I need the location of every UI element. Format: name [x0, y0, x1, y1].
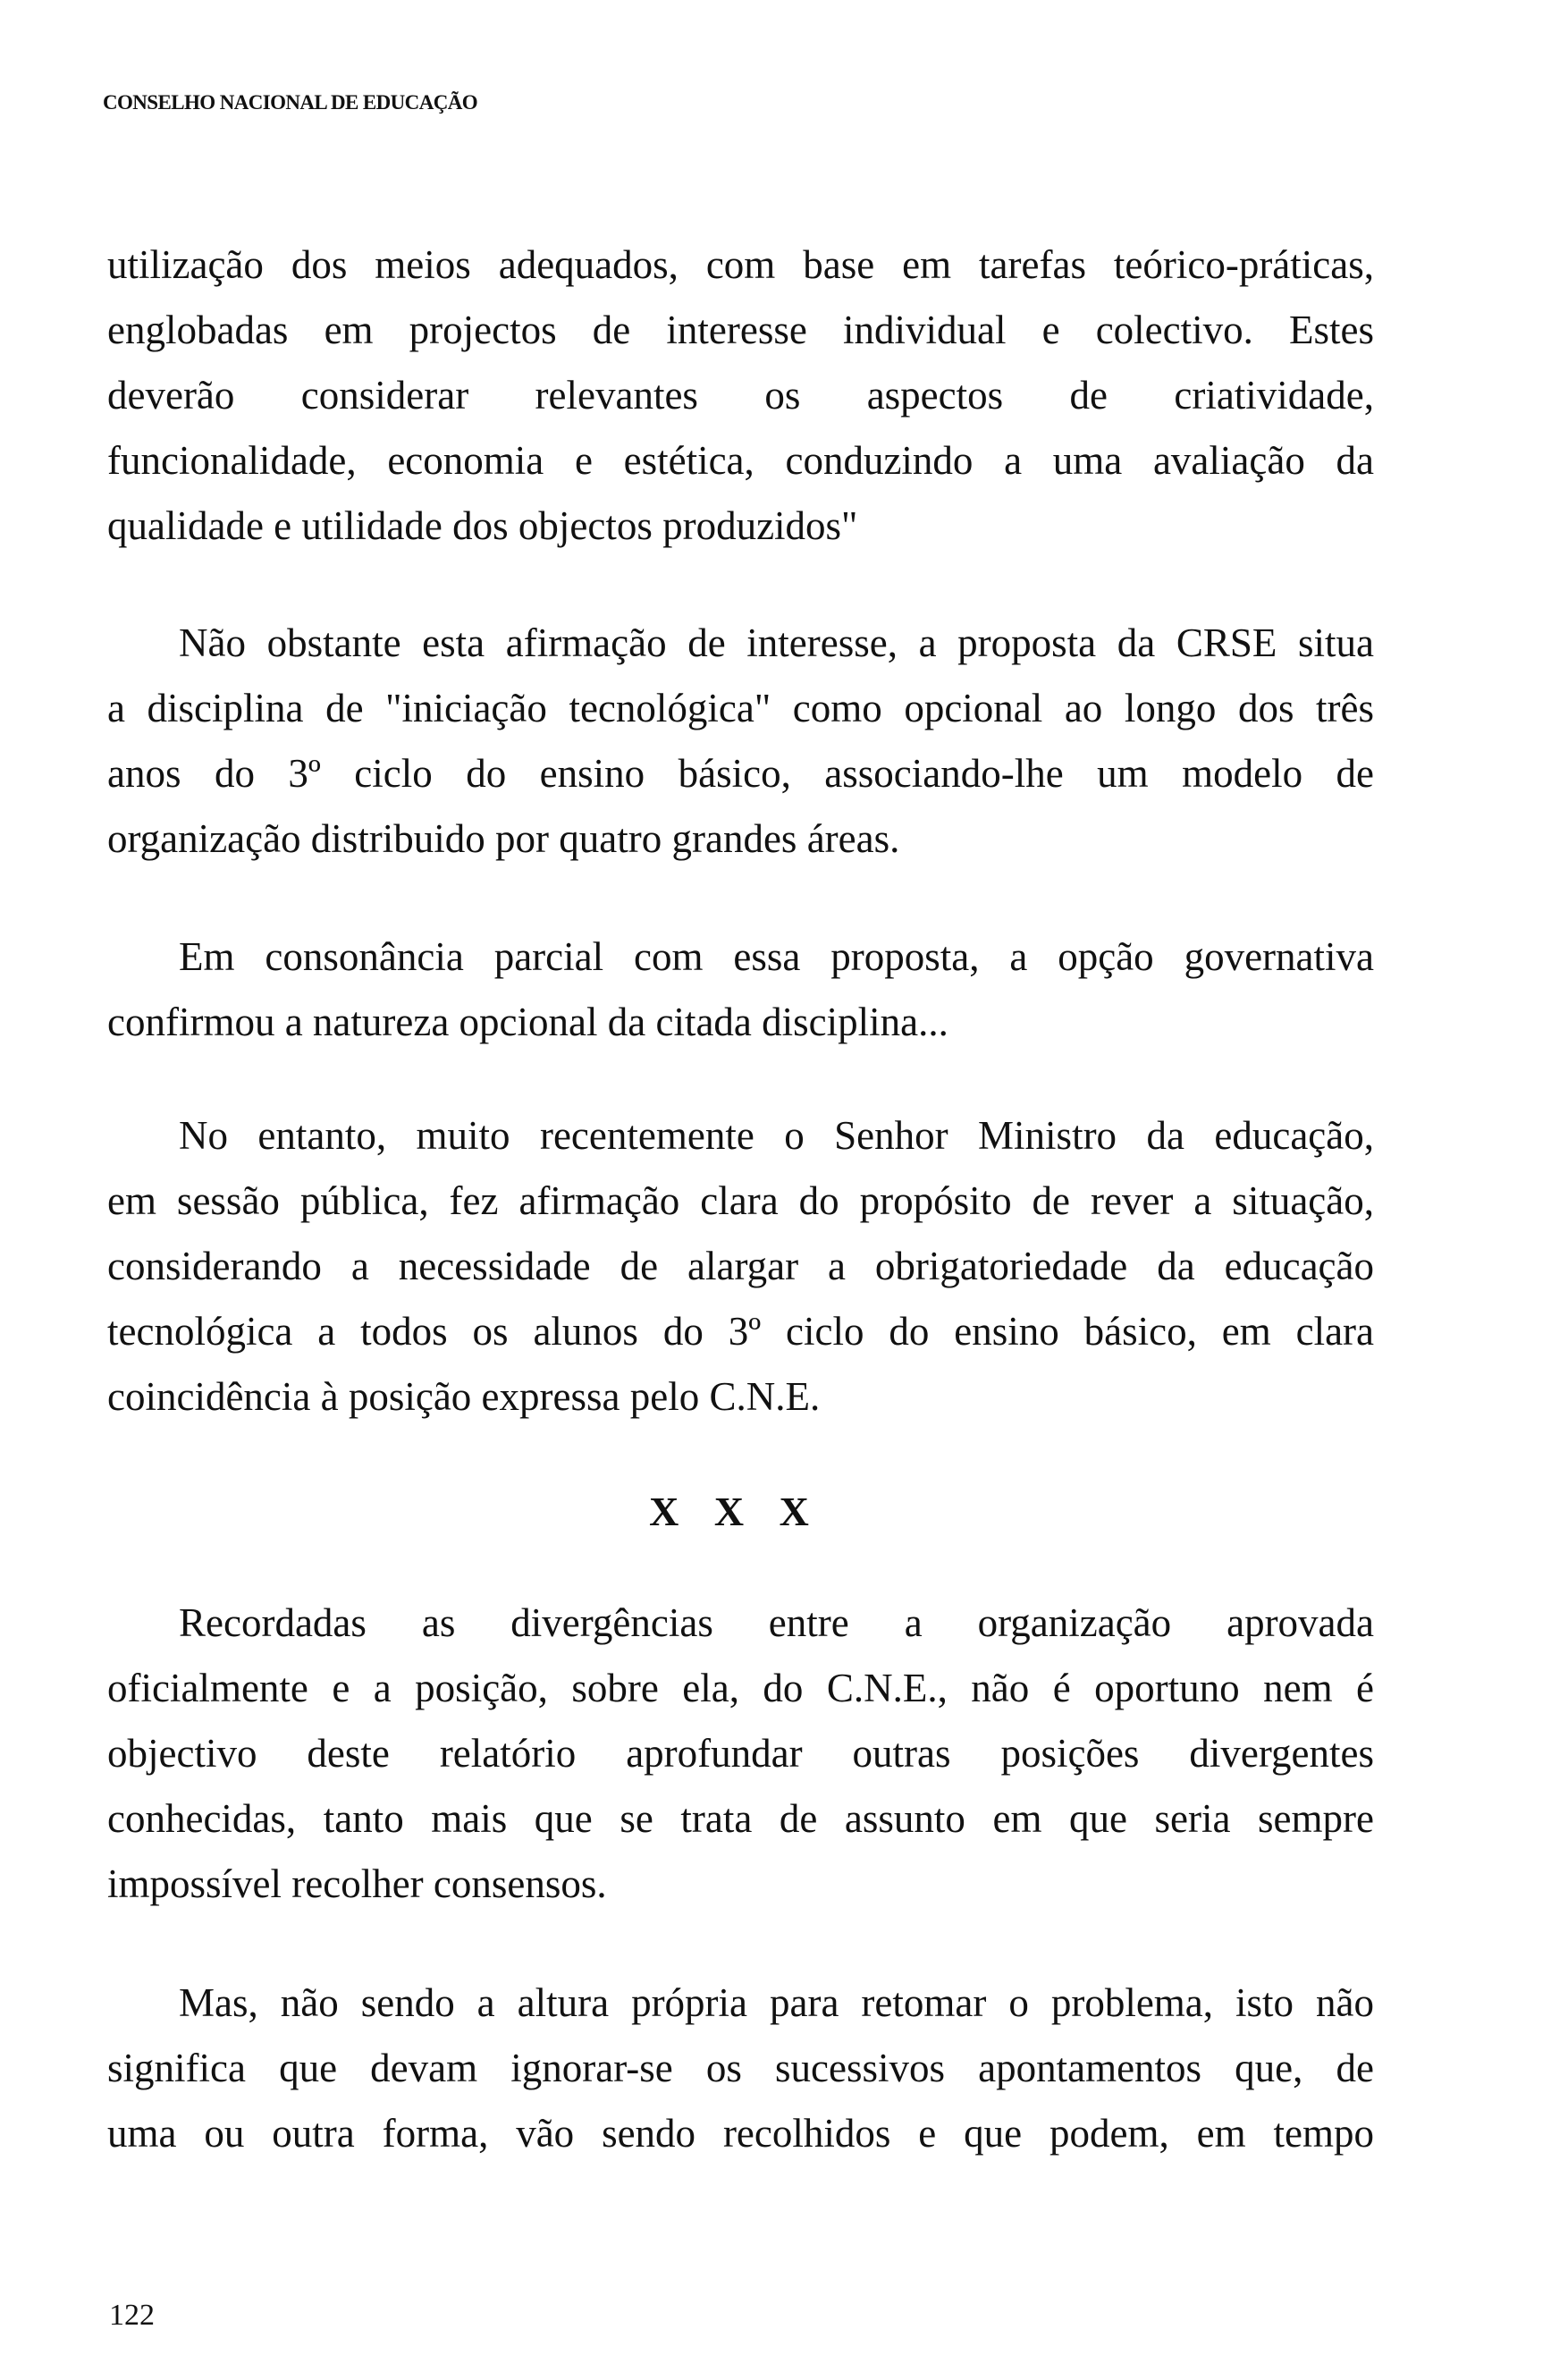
paragraph-2 — [107, 611, 1374, 872]
text-line: significa que devam ignorar-se os sucessivos apontamentos que, de — [107, 2046, 1374, 2090]
text-line: Não obstante esta afirmação de interesse, a proposta da CRSE situa — [179, 620, 1374, 665]
text-line: uma ou outra forma, vão sendo recolhidos e que podem, em tempo — [107, 2111, 1374, 2156]
text-line: coincidência à posição expressa pelo C.N.E. — [107, 1374, 821, 1419]
text-line: englobadas em projectos de interesse individual e colectivo. Estes — [107, 308, 1374, 352]
text-line: tecnológica a todos os alunos do 3º ciclo do ensino básico, em clara — [107, 1309, 1374, 1354]
text-line: impossível recolher consensos. — [107, 1861, 607, 1906]
text-line: conhecidas, tanto mais que se trata de assunto em que seria sempre — [107, 1796, 1374, 1841]
text-line: Mas, não sendo a altura própria para retomar o problema, isto não — [179, 1980, 1374, 2025]
text-line: Recordadas as divergências entre a organização aprovada — [179, 1600, 1374, 1645]
running-header: CONSELHO NACIONAL DE EDUCAÇÃO — [103, 91, 478, 114]
paragraph-6 — [107, 1971, 1374, 2166]
section-break — [0, 1479, 1551, 1544]
text-line: deverão considerar relevantes os aspectos de criatividade, — [107, 373, 1374, 418]
page-number: 122 — [109, 2299, 155, 2332]
text-line: em sessão pública, fez afirmação clara do propósito de rever a situação, — [107, 1178, 1374, 1223]
text-line: confirmou a natureza opcional da citada disciplina... — [107, 1000, 948, 1044]
text-line: qualidade e utilidade dos objectos produzidos" — [107, 503, 858, 548]
paragraph-3 — [107, 924, 1374, 1055]
text-line: organização distribuido por quatro grandes áreas. — [107, 816, 900, 861]
text-line: anos do 3º ciclo do ensino básico, associando-lhe um modelo de — [107, 751, 1374, 796]
text-line: Em consonância parcial com essa proposta, a opção governativa — [179, 934, 1374, 979]
text-line: funcionalidade, economia e estética, conduzindo a uma avaliação da — [107, 438, 1374, 483]
text-line: No entanto, muito recentemente o Senhor Ministro da educação, — [179, 1113, 1374, 1158]
text-line: oficialmente e a posição, sobre ela, do C.N.E., não é oportuno nem é — [107, 1666, 1374, 1710]
section-break-text: X X X — [649, 1489, 822, 1534]
paragraph-4 — [107, 1103, 1374, 1430]
text-line: a disciplina de "iniciação tecnológica" como opcional ao longo dos três — [107, 686, 1374, 730]
paragraph-1 — [107, 232, 1374, 559]
text-line: considerando a necessidade de alargar a obrigatoriedade da educação — [107, 1244, 1374, 1288]
paragraph-5 — [107, 1591, 1374, 1917]
text-line: utilização dos meios adequados, com base em tarefas teórico-práticas, — [107, 242, 1374, 287]
text-line: objectivo deste relatório aprofundar outras posições divergentes — [107, 1731, 1374, 1776]
